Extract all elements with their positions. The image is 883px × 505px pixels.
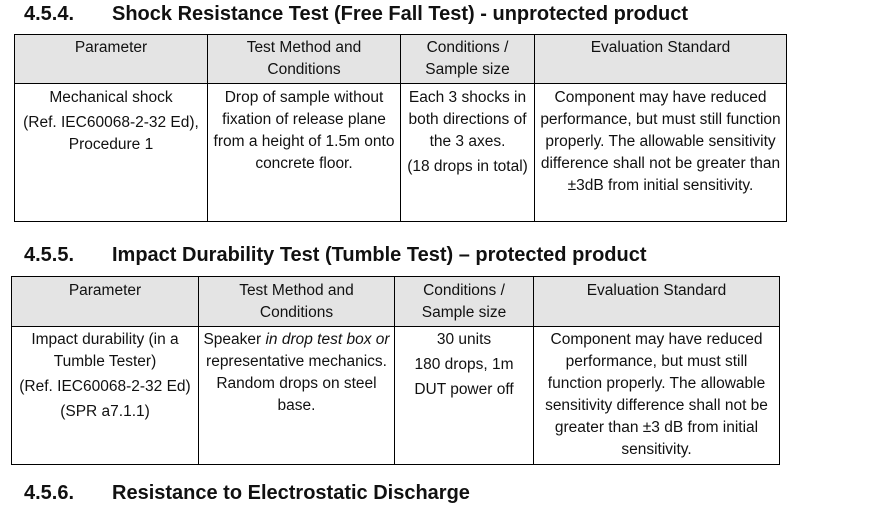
parameter-line: (Ref. IEC60068-2-32 Ed), Procedure 1	[23, 114, 199, 153]
conditions-line: DUT power off	[414, 381, 514, 398]
evaluation-text: Component may have reduced performance, but must still function properly. The allowable sensitivity difference shall not be greater than ±3dB from initial sensitivity.	[540, 89, 781, 194]
parameter-line: Mechanical shock	[49, 89, 173, 106]
section-heading-4-5-6	[24, 481, 470, 505]
section-heading-4-5-5	[24, 243, 647, 267]
section-title: Resistance to Electrostatic Discharge	[112, 482, 470, 504]
method-text-part: representative mechanics. Random drops on steel base.	[206, 353, 387, 414]
header-parameter: Parameter	[15, 35, 208, 84]
shock-resistance-table	[14, 34, 787, 222]
table-row	[15, 84, 787, 222]
parameter-line: (Ref. IEC60068-2-32 Ed)	[19, 378, 191, 395]
method-text: Drop of sample without fixation of release plane from a height of 1.5m onto concrete floor.	[213, 89, 395, 172]
cell-parameter	[12, 327, 199, 465]
table-row	[12, 327, 780, 465]
conditions-line: Each 3 shocks in both directions of the 3 axes.	[408, 89, 527, 150]
header-conditions: Conditions / Sample size	[401, 35, 535, 84]
cell-evaluation	[535, 84, 787, 222]
section-number: 4.5.4.	[24, 3, 75, 25]
section-heading-4-5-4	[24, 2, 689, 26]
header-conditions: Conditions / Sample size	[395, 277, 534, 327]
header-evaluation: Evaluation Standard	[535, 35, 787, 84]
table-header-row	[15, 35, 787, 84]
cell-conditions	[395, 327, 534, 465]
cell-test-method	[208, 84, 401, 222]
cell-conditions	[401, 84, 535, 222]
cell-test-method	[199, 327, 395, 465]
cell-parameter	[15, 84, 208, 222]
section-title: Impact Durability Test (Tumble Test) – protected product	[112, 244, 647, 266]
section-title: Shock Resistance Test (Free Fall Test) - unprotected product	[112, 3, 689, 25]
conditions-line: 30 units	[436, 331, 492, 348]
parameter-line: (SPR a7.1.1)	[60, 403, 150, 420]
evaluation-text: Component may have reduced performance, but must still function properly. The allowable sensitivity difference shall not be greater than ±3 dB from initial sensitivity.	[545, 331, 768, 458]
conditions-line: (18 drops in total)	[407, 158, 528, 175]
parameter-line: Impact durability (in a Tumble Tester)	[31, 331, 179, 370]
header-test-method: Test Method and Conditions	[208, 35, 401, 84]
conditions-line: 180 drops, 1m	[414, 356, 514, 373]
header-parameter: Parameter	[12, 277, 199, 327]
method-text	[203, 329, 390, 417]
header-evaluation: Evaluation Standard	[534, 277, 780, 327]
impact-durability-table	[11, 276, 780, 465]
method-text-part: Speaker	[203, 331, 266, 348]
section-number: 4.5.5.	[24, 244, 75, 266]
header-test-method: Test Method and Conditions	[199, 277, 395, 327]
table-header-row	[12, 277, 780, 327]
cell-evaluation	[534, 327, 780, 465]
section-number: 4.5.6.	[24, 482, 75, 504]
method-text-italic: in drop test box or	[265, 331, 390, 348]
